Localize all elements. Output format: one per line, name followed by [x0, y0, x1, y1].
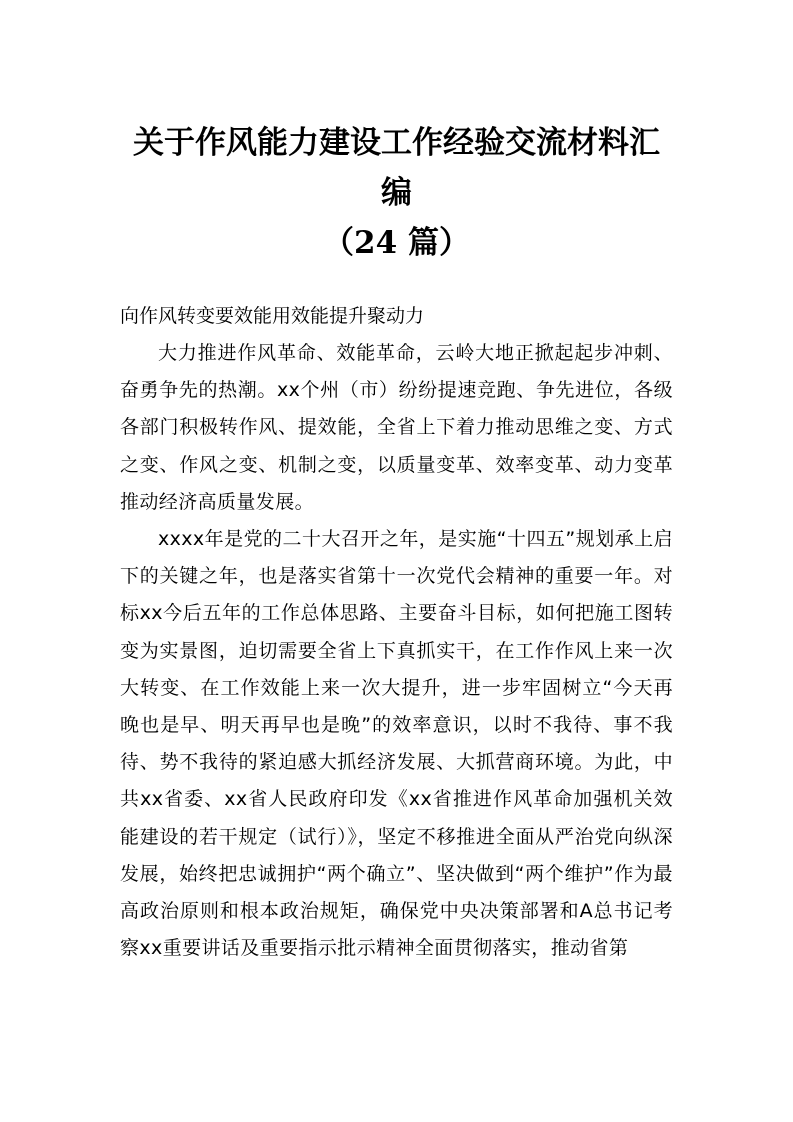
document-title-count: （24 篇）	[323, 225, 470, 261]
section-heading: 向作风转变要效能用效能提升聚动力	[120, 305, 425, 327]
body-paragraph: 大力推进作风革命、效能革命，云岭大地正掀起起步冲刺、奋勇争先的热潮。xx个州（市）纷纷提速竞跑、争先进位，各级各部门积极转作风、提效能，全省上下着力推动思维之变、方式之变、作风之变、机制之变，以质量变革、效率变革、动力变革推动经济高质量发展。	[120, 342, 673, 513]
body-paragraph: xxxx年是党的二十大召开之年，是实施“十四五”规划承上启下的关键之年，也是落实省第十一次党代会精神的重要一年。对标xx今后五年的工作总体思路、主要奋斗目标，如何把施工图转变为实景图，迫切需要全省上下真抓实干，在工作作风上来一次大转变、在工作效能上来一次大提升，进一步牢固树立“今天再晚也是早、明天再早也是晚”的效率意识，以时不我待、事不我待、势不我待的紧迫感大抓经济发展、大抓营商环境。为此，中共xx省委、xx省人民政府印发《xx省推进作风革命加强机关效能建设的若干规定（试行）》，坚定不移推进全面从严治党向纵深发展，始终把忠诚拥护“两个确立”、坚决做到“两个维护”作为最高政治原则和根本政治规矩，确保党中央决策部署和A总书记考察xx重要讲话及重要指示批示精神全面贯彻落实，推动省第	[120, 528, 673, 960]
document-title: 关于作风能力建设工作经验交流材料汇编	[133, 125, 660, 211]
